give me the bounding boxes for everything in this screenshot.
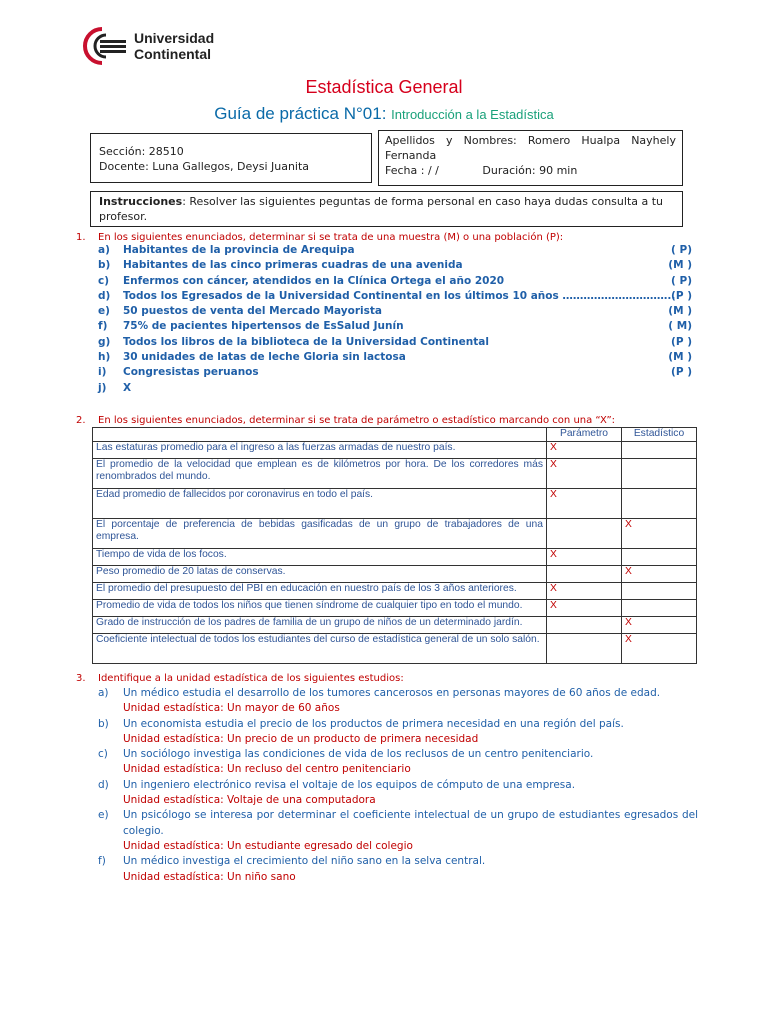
- list-item: [98, 381, 698, 396]
- parametro-cell: [547, 565, 622, 582]
- study-text: Un sociólogo investiga las condiciones de vida de los reclusos de un centro penitenciario.: [123, 748, 594, 761]
- statement-cell: Las estaturas promedio para el ingreso a las fuerzas armadas de nuestro país.: [93, 441, 547, 458]
- item-letter: d): [98, 778, 109, 791]
- item-text: Habitantes de las cinco primeras cuadras de una avenida: [123, 259, 463, 272]
- item-answer: (P ): [671, 289, 692, 302]
- study-item: [98, 747, 698, 778]
- parametro-cell: [547, 518, 622, 548]
- estadistico-cell: X: [622, 565, 697, 582]
- item-answer: (P ): [671, 335, 692, 348]
- table-row: [93, 441, 697, 458]
- parametro-cell: X: [547, 441, 622, 458]
- item-text: Habitantes de la provincia de Arequipa: [123, 244, 355, 256]
- estadistico-cell: [622, 441, 697, 458]
- estadistico-cell: X: [622, 633, 697, 663]
- item-answer: ( P): [671, 274, 692, 287]
- item-text: 30 unidades de latas de leche Gloria sin lactosa: [123, 351, 406, 364]
- unit-text: Unidad estadística: Un precio de un producto de primera necesidad: [123, 732, 479, 745]
- item-text: Todos los libros de la biblioteca de la Universidad Continental: [123, 335, 489, 348]
- item-letter: b): [98, 717, 109, 730]
- q3-number: 3.: [76, 673, 86, 684]
- statement-cell: El promedio del presupuesto del PBI en educación en nuestro país de los 3 años anteriores.: [93, 582, 547, 599]
- table-row: [93, 565, 697, 582]
- parametro-cell: X: [547, 599, 622, 616]
- estadistico-cell: [622, 488, 697, 518]
- estadistico-cell: X: [622, 518, 697, 548]
- unit-text: Unidad estadística: Un niño sano: [123, 870, 296, 883]
- list-item: [98, 258, 698, 273]
- estadistico-cell: [622, 548, 697, 565]
- logo-mark-icon: [76, 26, 128, 66]
- apellidos-text: Apellidos y Nombres: Romero Hualpa Nayhely Fernanda: [385, 134, 676, 162]
- item-letter: a): [98, 244, 110, 256]
- course-info-box: [90, 133, 372, 183]
- logo-line1: Universidad: [134, 30, 215, 46]
- item-letter: d): [98, 289, 111, 302]
- q1-question: En los siguientes enunciados, determinar si se trata de una muestra (M) o una población (P):: [98, 232, 564, 243]
- q2-header-blank: [93, 428, 547, 442]
- table-row: [93, 616, 697, 633]
- q2-number: 2.: [76, 415, 86, 426]
- item-letter: g): [98, 335, 111, 348]
- item-letter: b): [98, 259, 111, 272]
- statement-cell: Promedio de vida de todos los niños que tienen síndrome de cualquier tipo en todo el mundo.: [93, 599, 547, 616]
- table-row: [93, 548, 697, 565]
- study-text: Un economista estudia el precio de los productos de primera necesidad en una región del país.: [123, 717, 624, 730]
- statement-cell: El promedio de la velocidad que emplean es de kilómetros por hora. De los corredores más renombrados del mundo.: [93, 458, 547, 488]
- item-text: Todos los Egresados de la Universidad Continental en los últimos 10 años …………………………..: [123, 289, 676, 302]
- q2-col-parametro: Parámetro: [547, 428, 622, 442]
- parametro-cell: X: [547, 458, 622, 488]
- list-item: [98, 319, 698, 334]
- statement-cell: Grado de instrucción de los padres de familia de un grupo de niños de un determinado jardín.: [93, 616, 547, 633]
- statement-cell: Peso promedio de 20 latas de conservas.: [93, 565, 547, 582]
- statement-cell: El porcentaje de preferencia de bebidas gasificadas de un grupo de trabajadores de una empresa.: [93, 518, 547, 548]
- q2-table: [92, 427, 697, 664]
- item-answer: (M ): [668, 305, 692, 318]
- item-text: 50 puestos de venta del Mercado Mayorista: [123, 305, 382, 318]
- subtitle-main: Guía de práctica N°01:: [214, 104, 387, 123]
- study-text: Un médico investiga el crecimiento del niño sano en la selva central.: [123, 855, 486, 868]
- instructions-label: Instrucciones: [99, 195, 183, 208]
- study-text: Un médico estudia el desarrollo de los tumores cancerosos en personas mayores de 60 años de edad.: [123, 687, 661, 699]
- unit-text: Unidad estadística: Un estudiante egresado del colegio: [123, 839, 413, 852]
- q2-heading: [76, 414, 696, 427]
- student-info-box: [378, 130, 683, 186]
- table-row: [93, 582, 697, 599]
- page-title: Estadística General: [305, 77, 463, 97]
- q2-question: En los siguientes enunciados, determinar si se trata de parámetro o estadístico marcando con una “X”:: [98, 415, 616, 426]
- unit-text: Unidad estadística: Un mayor de 60 años: [123, 702, 340, 715]
- duracion-text: Duración: 90 min: [482, 164, 578, 177]
- item-letter: a): [98, 687, 109, 699]
- item-answer: ( P): [671, 244, 692, 256]
- study-text: Un ingeniero electrónico revisa el voltaje de los equipos de cómputo de una empresa.: [123, 778, 576, 791]
- item-text: Enfermos con cáncer, atendidos en la Clínica Ortega el año 2020: [123, 274, 505, 287]
- parametro-cell: X: [547, 488, 622, 518]
- fecha-row: [385, 163, 676, 178]
- study-item: [98, 686, 698, 717]
- q3-list: [98, 686, 698, 885]
- list-item: [98, 289, 698, 304]
- item-text: X: [123, 381, 132, 394]
- item-letter: i): [98, 366, 107, 379]
- unit-text: Unidad estadística: Un recluso del centro penitenciario: [123, 763, 411, 776]
- logo-text: [134, 30, 214, 62]
- study-text: Un psicólogo se interesa por determinar el coeficiente intelectual de un grupo de estudiantes egresados del colegio.: [123, 809, 698, 837]
- item-letter: c): [98, 274, 110, 287]
- item-letter: f): [98, 855, 106, 868]
- list-item: [98, 243, 698, 258]
- item-answer: ( M): [668, 320, 692, 333]
- list-item: [98, 304, 698, 319]
- list-item: [98, 335, 698, 350]
- item-text: 75% de pacientes hipertensos de EsSalud Junín: [123, 320, 404, 333]
- estadistico-cell: [622, 599, 697, 616]
- study-item: [98, 717, 698, 748]
- parametro-cell: [547, 616, 622, 633]
- item-letter: h): [98, 351, 111, 364]
- statement-cell: Edad promedio de fallecidos por coronavirus en todo el país.: [93, 488, 547, 518]
- table-row: [93, 599, 697, 616]
- item-answer: (M ): [668, 351, 692, 364]
- item-letter: f): [98, 320, 108, 333]
- list-item: [98, 350, 698, 365]
- table-row: [93, 633, 697, 663]
- list-item: [98, 365, 698, 380]
- q2-header-row: [93, 428, 697, 442]
- estadistico-cell: [622, 458, 697, 488]
- unit-text: Unidad estadística: Voltaje de una computadora: [123, 794, 376, 807]
- study-item: [98, 778, 698, 809]
- page-subtitle: [0, 104, 768, 124]
- table-row: [93, 488, 697, 518]
- table-row: [93, 458, 697, 488]
- fecha-text: Fecha : / /: [385, 164, 439, 177]
- item-letter: c): [98, 748, 108, 761]
- docente-text: Docente: Luna Gallegos, Deysi Juanita: [99, 160, 310, 173]
- study-item: [98, 808, 698, 854]
- item-letter: e): [98, 809, 109, 822]
- table-row: [93, 518, 697, 548]
- instructions-box: [90, 191, 683, 227]
- list-item: [98, 274, 698, 289]
- q3-heading: [76, 672, 696, 685]
- study-item: [98, 854, 698, 885]
- statement-cell: Coeficiente intelectual de todos los estudiantes del curso de estadística general de un solo salón.: [93, 633, 547, 663]
- instructions-text: : Resolver las siguientes peguntas de forma personal en caso haya dudas consulta a tu profesor.: [99, 195, 664, 223]
- logo-line2: Continental: [134, 46, 211, 62]
- q1-list: [98, 243, 698, 396]
- item-letter: j): [98, 381, 107, 394]
- q3-question: Identifique a la unidad estadística de los siguientes estudios:: [98, 673, 404, 684]
- item-letter: e): [98, 305, 110, 318]
- seccion-text: Sección: 28510: [99, 145, 184, 158]
- q2-col-estadistico: Estadístico: [622, 428, 697, 442]
- parametro-cell: X: [547, 582, 622, 599]
- q1-number: 1.: [76, 232, 86, 243]
- parametro-cell: X: [547, 548, 622, 565]
- item-answer: (M ): [668, 259, 692, 272]
- parametro-cell: [547, 633, 622, 663]
- statement-cell: Tiempo de vida de los focos.: [93, 548, 547, 565]
- item-answer: (P ): [671, 366, 692, 379]
- estadistico-cell: [622, 582, 697, 599]
- subtitle-rest: Introducción a la Estadística: [391, 107, 554, 122]
- item-text: Congresistas peruanos: [123, 366, 259, 379]
- estadistico-cell: X: [622, 616, 697, 633]
- university-logo: [76, 26, 226, 66]
